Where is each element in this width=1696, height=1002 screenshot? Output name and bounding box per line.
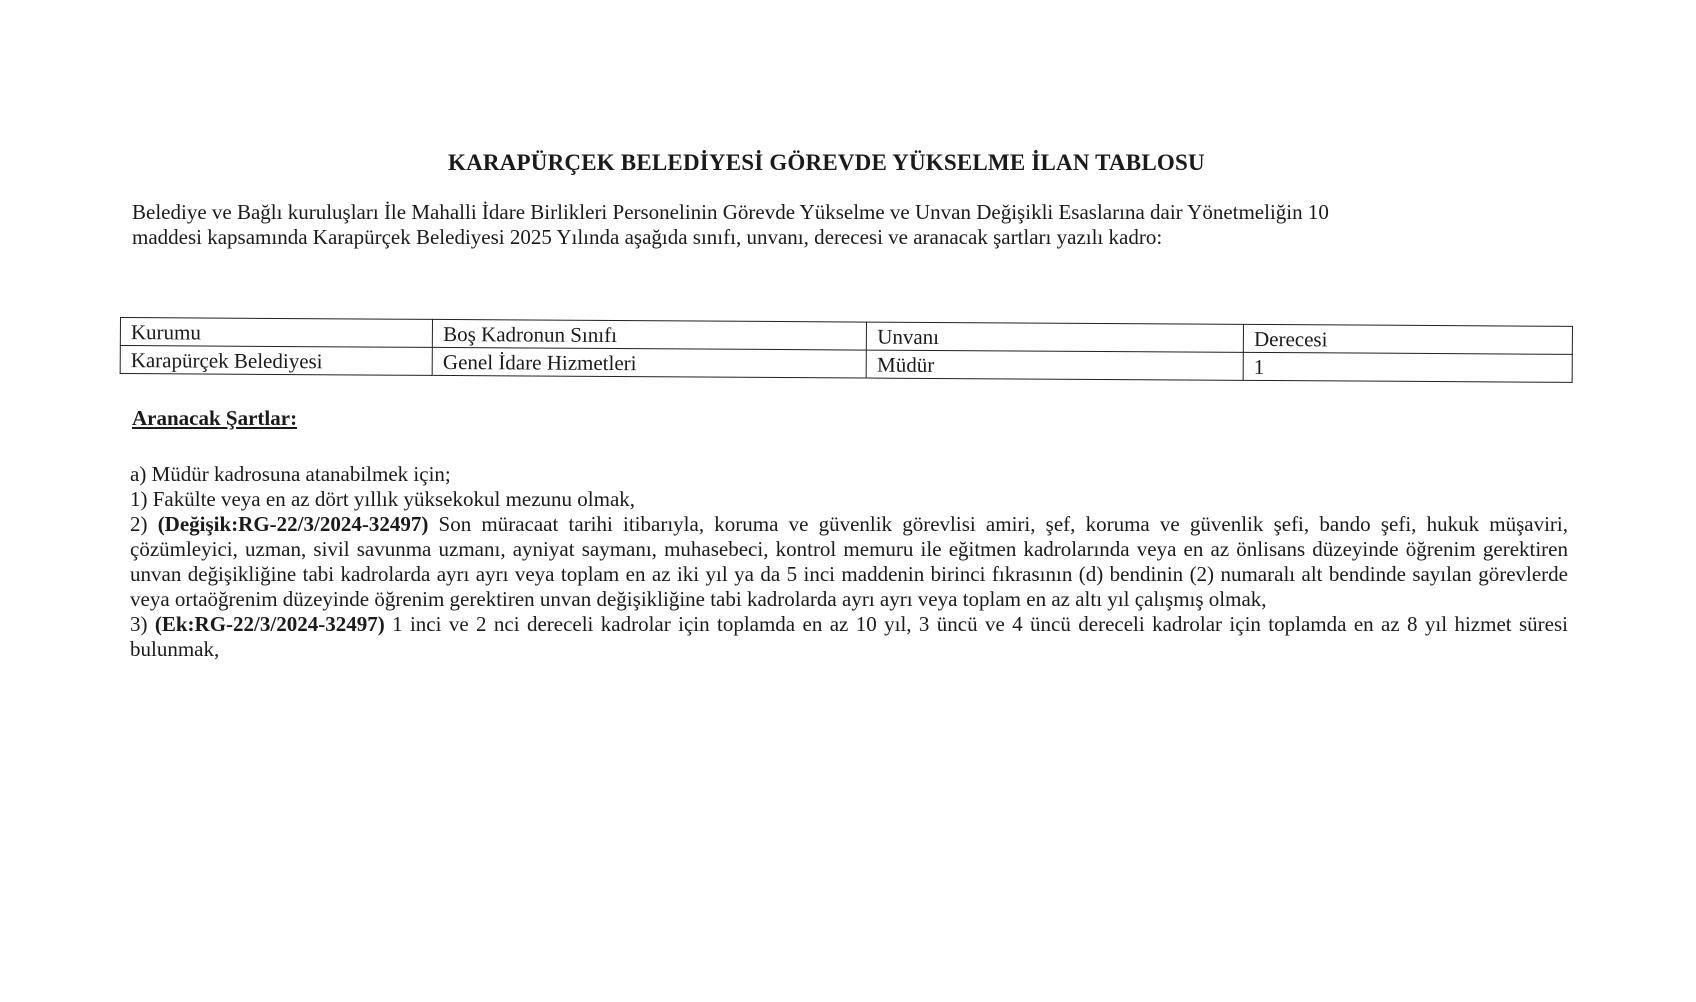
document-title: KARAPÜRÇEK BELEDİYESİ GÖREVDE YÜKSELME İLAN TABLOSU (448, 150, 1205, 175)
cell-derecesi: 1 (1243, 352, 1572, 382)
condition-3-number: 3) (130, 612, 155, 636)
intro-paragraph (132, 200, 1562, 250)
condition-2-text: Son müracaat tarihi itibarıyla, koruma ve güvenlik görevlisi amiri, şef, koruma ve güvenlik şefi, bando şefi, hukuk müşaviri, çözümleyici, uzman, sivil savunma uzmanı, ayniyat saymanı, muhasebeci, kontrol memuru ile eğitmen kadrolarında veya en az önlisans düzeyinde öğrenim gerektiren unvan değişikliğine tabi kadrolarda ayrı ayrı veya toplam en az iki yıl ya da 5 inci maddenin birinci fıkrasının (d) bendinin (2) numaralı alt bendinde sayılan görevlerde veya ortaöğrenim düzeyinde öğrenim gerektiren unvan değişikliğine tabi kadrolarda ayrı ayrı veya toplam en az altı yıl çalışmış olmak, (130, 512, 1568, 611)
condition-3 (130, 612, 1568, 662)
cell-unvani: Müdür (866, 350, 1243, 380)
cell-kurumu: Karapürçek Belediyesi (120, 346, 432, 376)
cell-sinifi: Genel İdare Hizmetleri (432, 347, 866, 378)
condition-3-text: 1 inci ve 2 nci dereceli kadrolar için toplamda en az 10 yıl, 3 üncü ve 4 üncü dereceli kadrolar için toplamda en az 8 yıl hizmet süresi bulunmak, (130, 612, 1568, 661)
header-kurumu: Kurumu (120, 318, 432, 348)
condition-2 (130, 512, 1568, 612)
condition-2-number: 2) (130, 512, 158, 536)
position-table (120, 317, 1573, 383)
conditions-heading: Aranacak Şartlar: (132, 406, 298, 430)
intro-line: Belediye ve Bağlı kuruluşları İle Mahalli İdare Birlikleri Personelinin Görevde Yükselme ve Unvan Değişikli Esaslarına dair Yönetmeliğin 10 (132, 200, 1329, 224)
header-sinifi: Boş Kadronun Sınıfı (433, 319, 867, 350)
conditions-list (130, 462, 1568, 662)
condition-3-reference: (Ek:RG-22/3/2024-32497) (154, 612, 385, 636)
intro-line: maddesi kapsamında Karapürçek Belediyesi 2025 Yılında aşağıda sınıfı, unvanı, derecesi ve aranacak şartları yazılı kadro: (132, 225, 1163, 249)
condition-1: 1) Fakülte veya en az dört yıllık yüksekokul mezunu olmak, (130, 487, 636, 511)
condition-2-reference: (Değişik:RG-22/3/2024-32497) (157, 512, 429, 536)
condition-a: a) Müdür kadrosuna atanabilmek için; (130, 462, 451, 486)
header-unvani: Unvanı (867, 322, 1244, 352)
header-derecesi: Derecesi (1243, 324, 1572, 354)
